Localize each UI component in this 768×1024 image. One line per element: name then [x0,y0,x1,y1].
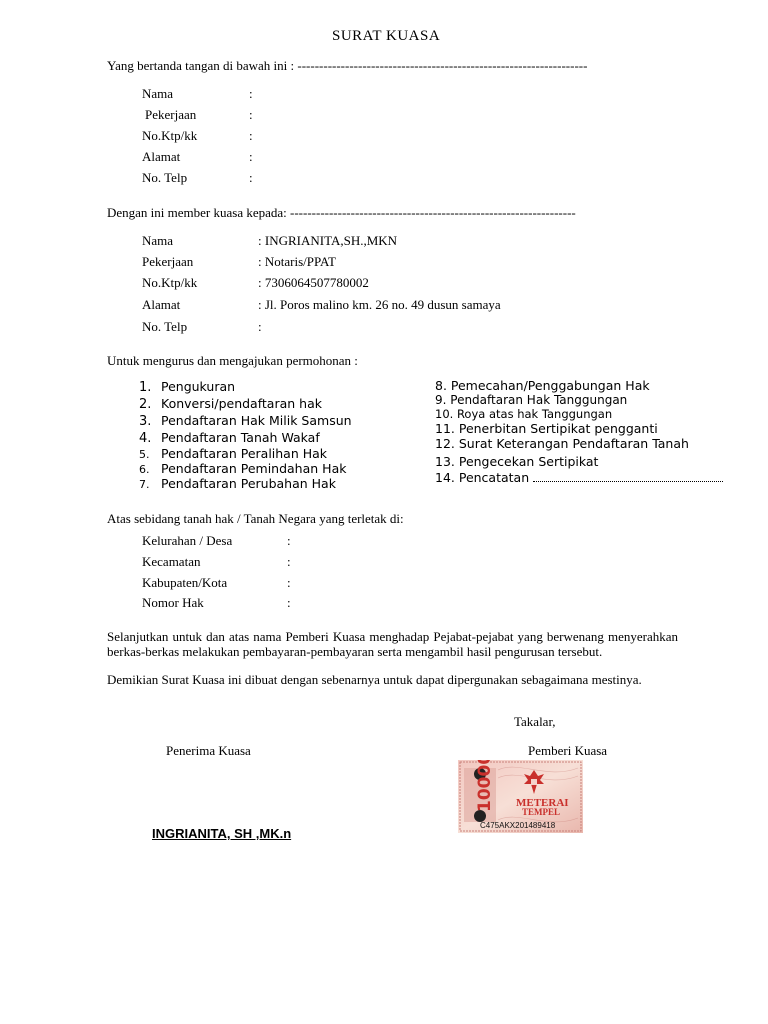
list-item [139,446,327,462]
place-date: Takalar, [514,714,556,729]
land-label: Kecamatan [142,554,201,569]
list-item-number: 6. [139,463,150,476]
grantee-value: : 7306064507780002 [258,275,369,290]
grantor-sep: : [249,149,253,164]
list-item [139,379,235,395]
list-item-text: Pendaftaran Hak Milik Samsun [161,413,352,428]
list-item [139,413,352,429]
list-item [139,476,336,492]
list-item-number: 4. [139,431,152,446]
list-item: 10. Roya atas hak Tanggungan [435,407,613,421]
land-sep: : [287,595,291,610]
list-item-text: Konversi/pendaftaran hak [161,396,322,411]
giver-label: Pemberi Kuasa [528,743,608,758]
grantor-sep: : [249,170,253,185]
grantor-sep: : [249,107,253,122]
meterai-stamp [458,760,583,833]
grantor-sep: : [249,128,253,143]
list-item: 12. Surat Keterangan Pendaftaran Tanah [435,436,689,451]
grantee-value: : [258,319,262,334]
grantee-value: : INGRIANITA,SH.,MKN [258,233,398,248]
stamp-value: 10000 [475,760,495,812]
list-item [435,470,723,485]
list-item-number: 3. [139,414,152,429]
list-item: 9. Pendaftaran Hak Tanggungan [435,393,628,407]
grantor-label: No.Ktp/kk [142,128,198,143]
list-item [139,396,322,412]
land-sep: : [287,554,291,569]
grantee-value: : Notaris/PPAT [258,254,336,269]
receiver-label: Penerima Kuasa [166,743,251,758]
stamp-serial: C475AKX201489418 [480,821,556,830]
grantor-intro: Yang bertanda tangan di bawah ini : ------------------------------------------------------------------- [107,58,588,73]
land-label: Kelurahan / Desa [142,533,233,548]
list-item-number: 5. [139,448,150,461]
meterai-stamp-graphic [458,760,583,833]
grantor-label: No. Telp [142,170,188,185]
grantee-label: Alamat [142,297,181,312]
purpose-intro: Untuk mengurus dan mengajukan permohonan : [107,353,358,368]
grantee-label: No.Ktp/kk [142,275,198,290]
closing-paragraph: Selanjutkan untuk dan atas nama Pemberi Kuasa menghadap Pejabat-pejabat yang berwenang menyerahkan berkas-berkas melakukan pembayaran-pembayaran serta mengambil hasil pengurusan tersebut. [107,629,678,659]
land-sep: : [287,533,291,548]
list-item: 11. Penerbitan Sertipikat pengganti [435,421,658,436]
list-item [139,430,320,446]
list-item: 13. Pengecekan Sertipikat [435,454,599,469]
list-item: 8. Pemecahan/Penggabungan Hak [435,378,650,393]
receiver-name: INGRIANITA, SH ,MK.n [152,826,292,841]
list-item-number: 2. [139,397,152,412]
list-item-number: 1. [139,380,152,395]
list-item-number: 7. [139,478,150,491]
list-item-text: Pendaftaran Pemindahan Hak [161,461,347,476]
grantee-value: : Jl. Poros malino km. 26 no. 49 dusun samaya [258,297,501,312]
stamp-label: METERAI [516,797,569,809]
grantee-label: No. Telp [142,319,188,334]
list-item-text: Pengukuran [161,379,236,394]
list-item-text: Pendaftaran Perubahan Hak [161,476,336,491]
land-intro: Atas sebidang tanah hak / Tanah Negara yang terletak di: [107,511,404,526]
list-item-text: Pendaftaran Peralihan Hak [161,446,328,461]
list-item [139,461,346,477]
closing-paragraph-2: Demikian Surat Kuasa ini dibuat dengan sebenarnya untuk dapat dipergunakan sebagaimana mestinya. [107,672,642,687]
land-label: Nomor Hak [142,595,204,610]
land-sep: : [287,575,291,590]
list-item-text: 14. Pencatatan [435,470,530,485]
grantee-intro: Dengan ini member kuasa kepada: ------------------------------------------------------------------ [107,205,576,220]
grantor-label: Alamat [142,149,181,164]
fill-in-dotted-line [533,473,723,482]
land-label: Kabupaten/Kota [142,575,228,590]
grantor-label: Nama [142,86,174,101]
grantee-label: Nama [142,233,174,248]
grantor-label: Pekerjaan [145,107,197,122]
stamp-label-2: TEMPEL [522,807,561,817]
list-item-text: Pendaftaran Tanah Wakaf [161,430,320,445]
grantor-sep: : [249,86,253,101]
page-title: SURAT KUASA [332,28,441,44]
grantee-label: Pekerjaan [142,254,194,269]
